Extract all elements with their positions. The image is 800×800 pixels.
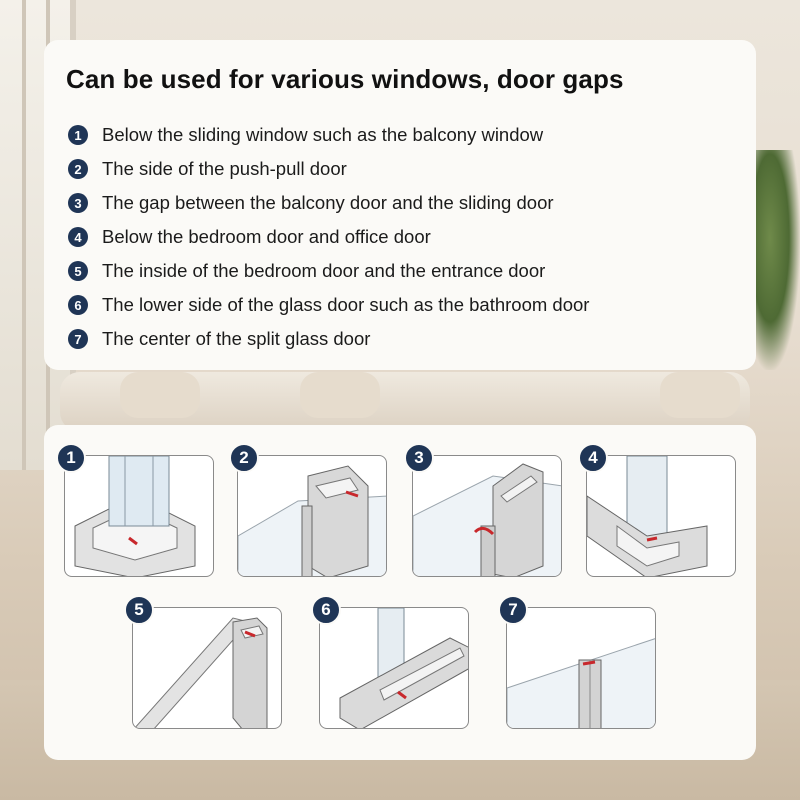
diagram-badge: 4: [578, 443, 608, 473]
sliding-window-track-illustration: [65, 456, 214, 577]
diagram-panel-2: [237, 448, 387, 577]
uses-list: [68, 118, 589, 356]
pillow: [660, 372, 740, 418]
diagrams-card: [44, 425, 756, 760]
diagram-badge: 3: [404, 443, 434, 473]
list-item: [68, 254, 589, 288]
number-badge: 6: [68, 295, 88, 315]
balcony-sliding-door-gap-illustration: [413, 456, 562, 577]
list-item-text: The inside of the bedroom door and the entrance door: [102, 260, 546, 281]
number-badge: 2: [68, 159, 88, 179]
number-badge: 3: [68, 193, 88, 213]
diagram-panel-3: [412, 448, 562, 577]
pillow: [300, 372, 380, 418]
diagram-badge: 1: [56, 443, 86, 473]
entrance-door-inside-illustration: [133, 608, 282, 729]
glass-door-bottom-illustration: [320, 608, 469, 729]
diagram-panel-4: [586, 448, 736, 577]
push-pull-door-illustration: [238, 456, 387, 577]
pillow: [120, 372, 200, 418]
number-badge: 1: [68, 125, 88, 145]
list-item: [68, 186, 589, 220]
list-item-text: The gap between the balcony door and the sliding door: [102, 192, 554, 213]
diagram-panel-1: [64, 448, 214, 577]
diagram-badge: 2: [229, 443, 259, 473]
bedroom-door-bottom-illustration: [587, 456, 736, 577]
diagram-panel-7: [506, 600, 656, 729]
list-item: [68, 152, 589, 186]
list-item: [68, 288, 589, 322]
list-item-text: The side of the push-pull door: [102, 158, 347, 179]
diagram-panel-5: [132, 600, 282, 729]
page-title: Can be used for various windows, door gaps: [66, 64, 624, 94]
list-item: [68, 220, 589, 254]
list-item: [68, 118, 589, 152]
number-badge: 5: [68, 261, 88, 281]
diagram-panel-6: [319, 600, 469, 729]
diagram-badge: 7: [498, 595, 528, 625]
list-item: [68, 322, 589, 356]
list-item-text: Below the bedroom door and office door: [102, 226, 431, 247]
split-glass-door-center-illustration: [507, 608, 656, 729]
number-badge: 4: [68, 227, 88, 247]
list-item-text: The center of the split glass door: [102, 328, 371, 349]
number-badge: 7: [68, 329, 88, 349]
diagram-badge: 5: [124, 595, 154, 625]
uses-card: [44, 40, 756, 370]
diagram-badge: 6: [311, 595, 341, 625]
list-item-text: The lower side of the glass door such as the bathroom door: [102, 294, 590, 315]
list-item-text: Below the sliding window such as the balcony window: [102, 124, 544, 145]
